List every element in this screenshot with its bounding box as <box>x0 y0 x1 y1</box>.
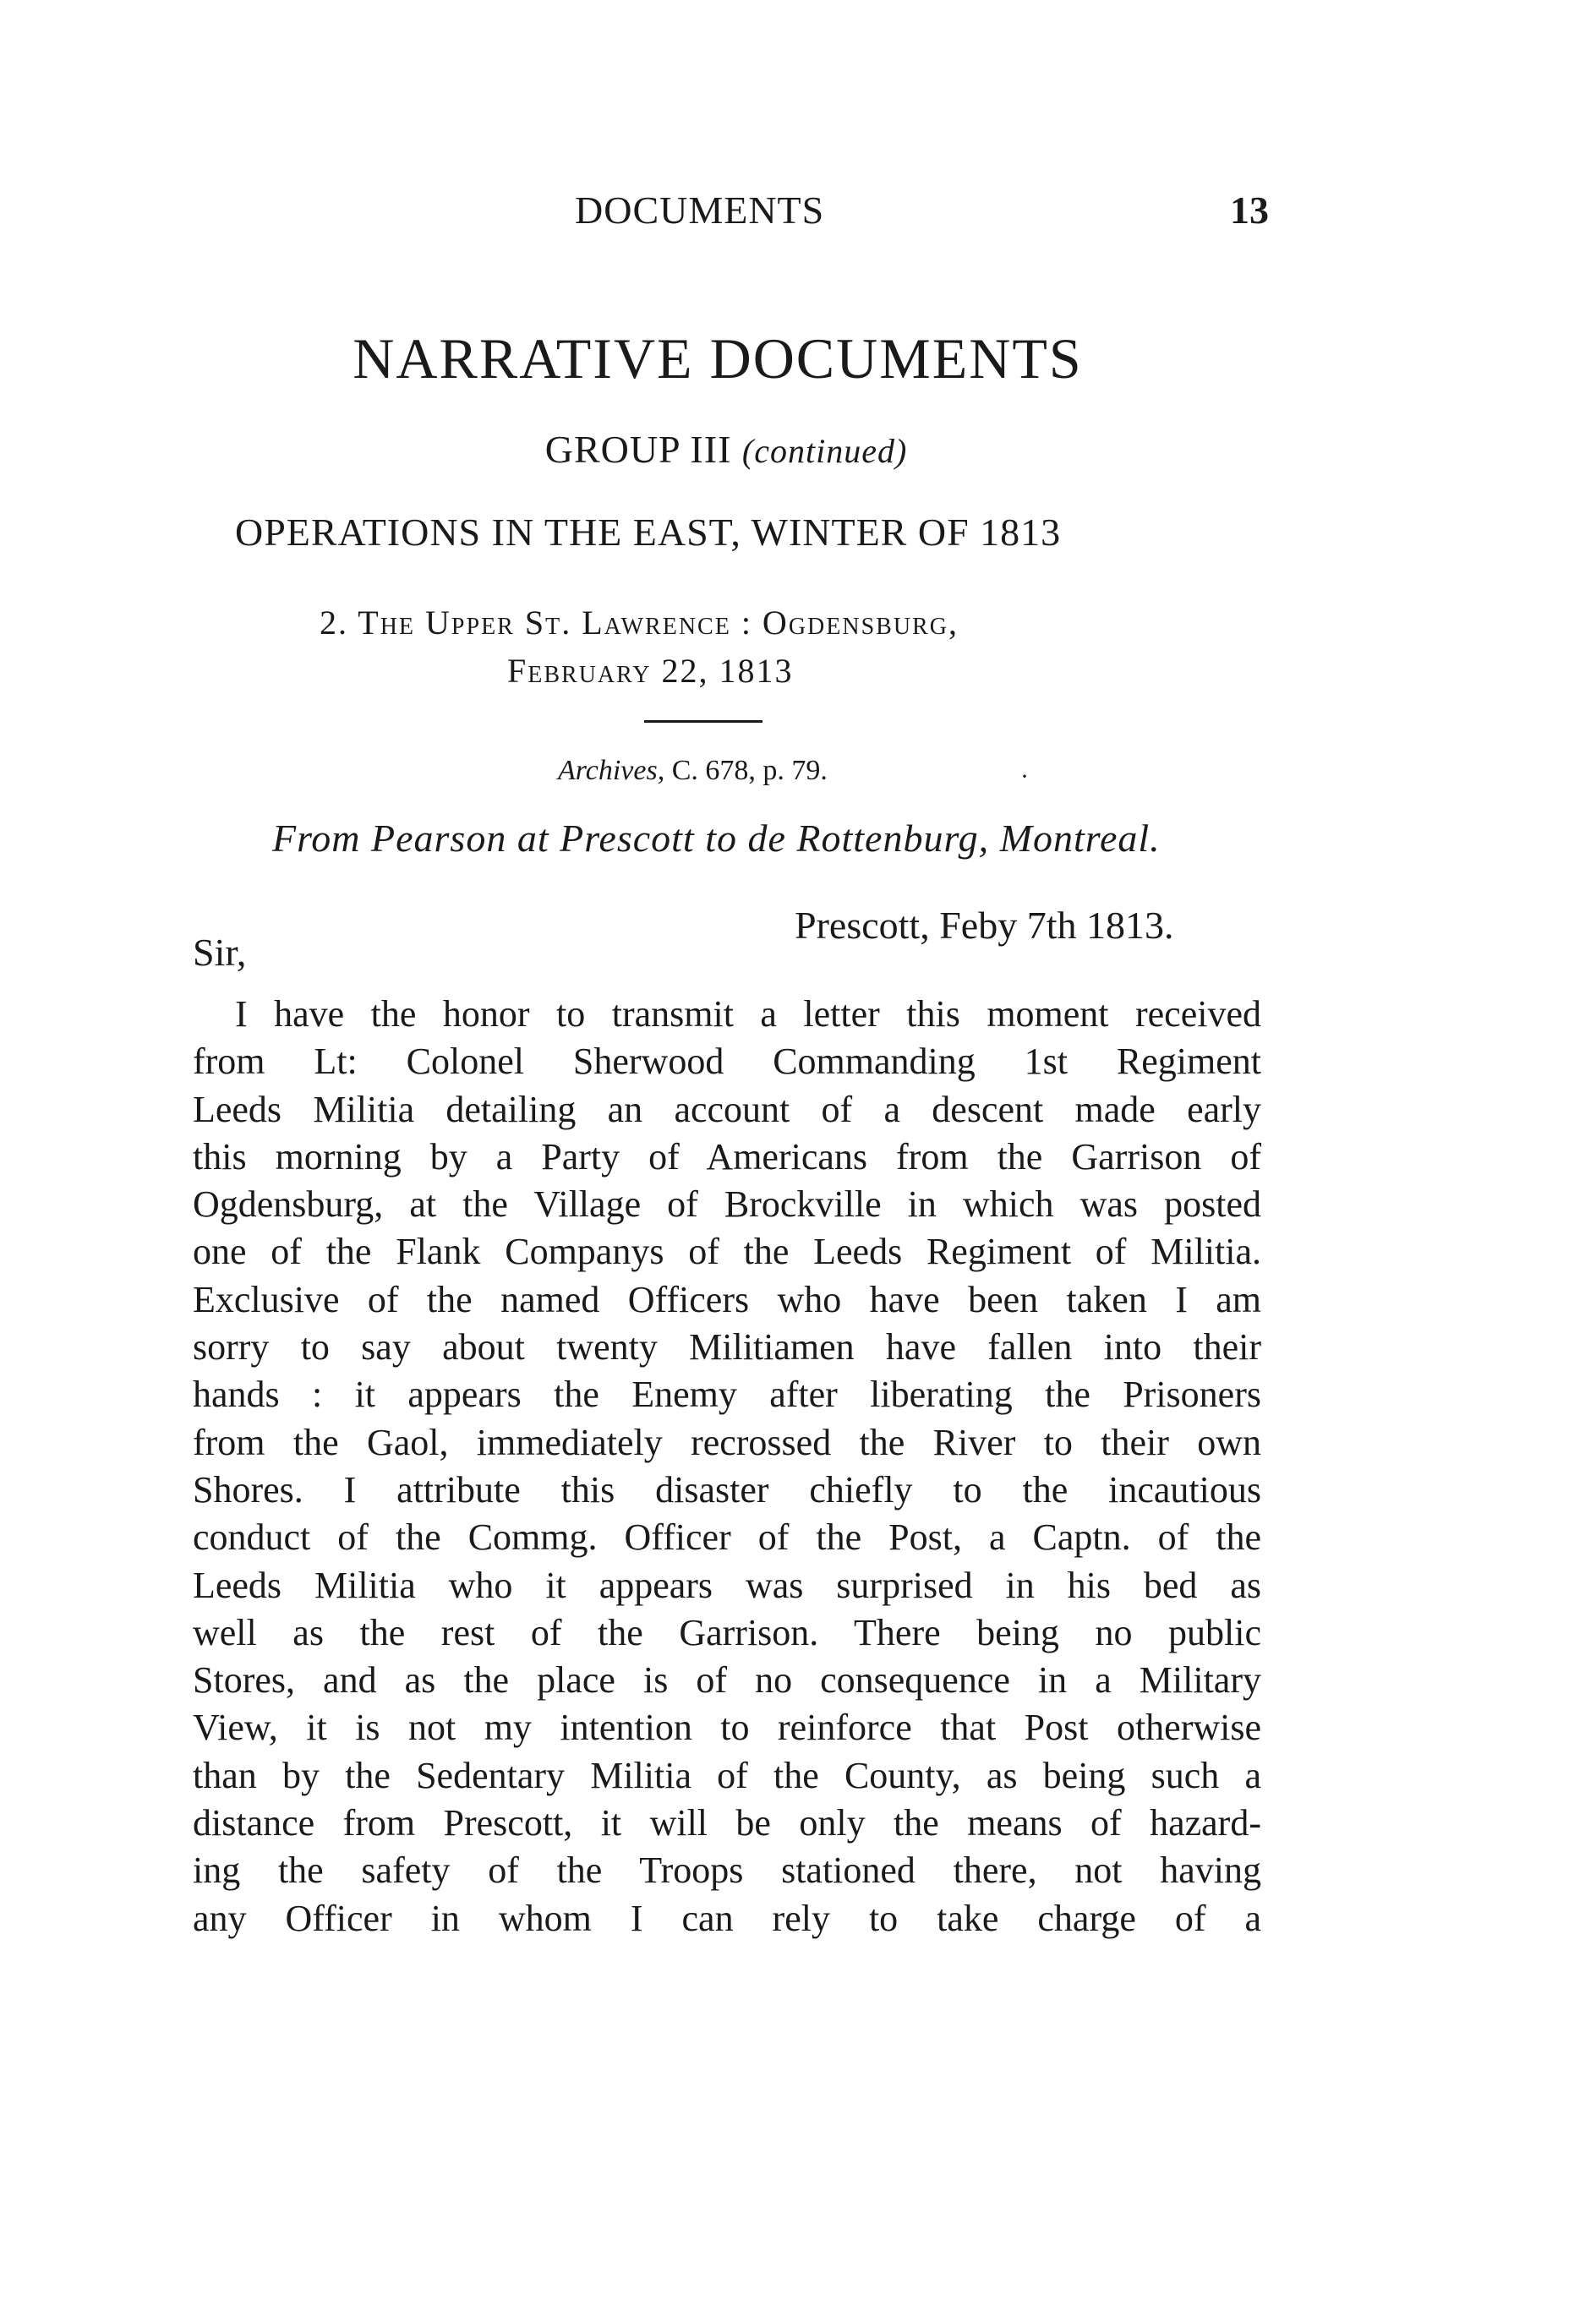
body-line: Leeds Militia who it appears was surprised in his bed as <box>193 1564 1261 1606</box>
operations-heading: OPERATIONS IN THE EAST, WINTER OF 1813 <box>235 511 1062 554</box>
body-line: any Officer in whom I can rely to take charge of a <box>193 1897 1261 1939</box>
running-head: DOCUMENTS <box>575 188 825 232</box>
letter-dateline: Prescott, Feby 7th 1813. <box>795 904 1174 947</box>
body-line: from Lt: Colonel Sherwood Commanding 1st Regiment <box>193 1041 1261 1083</box>
letter-from-line: From Pearson at Prescott to de Rottenburg, Montreal. <box>272 817 1161 860</box>
group-label: GROUP III <box>544 428 732 471</box>
body-line: one of the Flank Companys of the Leeds Regiment of Militia. <box>193 1231 1261 1273</box>
body-line: sorry to say about twenty Militiamen have fallen into their <box>193 1326 1261 1369</box>
body-line: conduct of the Commg. Officer of the Post, a Captn. of the <box>193 1516 1261 1559</box>
divider-rule <box>644 720 762 723</box>
body-line: Stores, and as the place is of no consequence in a Military <box>193 1659 1261 1702</box>
body-line: Shores. I attribute this disaster chiefly to the incautious <box>193 1468 1261 1511</box>
body-line: this morning by a Party of Americans from the Garrison of <box>193 1135 1261 1177</box>
page-number: 13 <box>1230 188 1269 232</box>
body-line: View, it is not my intention to reinforce that Post otherwise <box>193 1707 1261 1749</box>
group-heading <box>0 427 1524 472</box>
body-line: than by the Sedentary Militia of the County, as being such a <box>193 1754 1261 1796</box>
body-line: Leeds Militia detailing an account of a descent made early <box>193 1088 1261 1130</box>
letter-salutation: Sir, <box>193 931 247 974</box>
body-line: from the Gaol, immediately recrossed the River to their own <box>193 1421 1261 1463</box>
body-line: ing the safety of the Troops stationed there, not having <box>193 1849 1261 1892</box>
group-continued: (continued) <box>741 432 908 470</box>
body-line: well as the rest of the Garrison. There being no public <box>193 1611 1261 1653</box>
body-line: I have the honor to transmit a letter this moment received <box>235 993 1261 1035</box>
body-line: Exclusive of the named Officers who have been taken I am <box>193 1278 1261 1320</box>
body-line: distance from Prescott, it will be only the means of hazard- <box>193 1802 1261 1844</box>
source-archive: Archives, <box>558 755 665 786</box>
stray-dot: · <box>1020 762 1029 790</box>
body-line: hands : it appears the Enemy after liberating the Prisoners <box>193 1374 1261 1416</box>
letter-body <box>193 991 1261 1942</box>
source-citation <box>558 755 828 787</box>
section-heading-line1: 2. The Upper St. Lawrence : Ogdensburg, <box>320 604 959 642</box>
page-title: NARRATIVE DOCUMENTS <box>353 326 1083 391</box>
body-line: Ogdensburg, at the Village of Brockville in which was posted <box>193 1183 1261 1226</box>
section-heading-line2: February 22, 1813 <box>507 652 794 690</box>
source-reference: C. 678, p. 79. <box>671 755 828 786</box>
